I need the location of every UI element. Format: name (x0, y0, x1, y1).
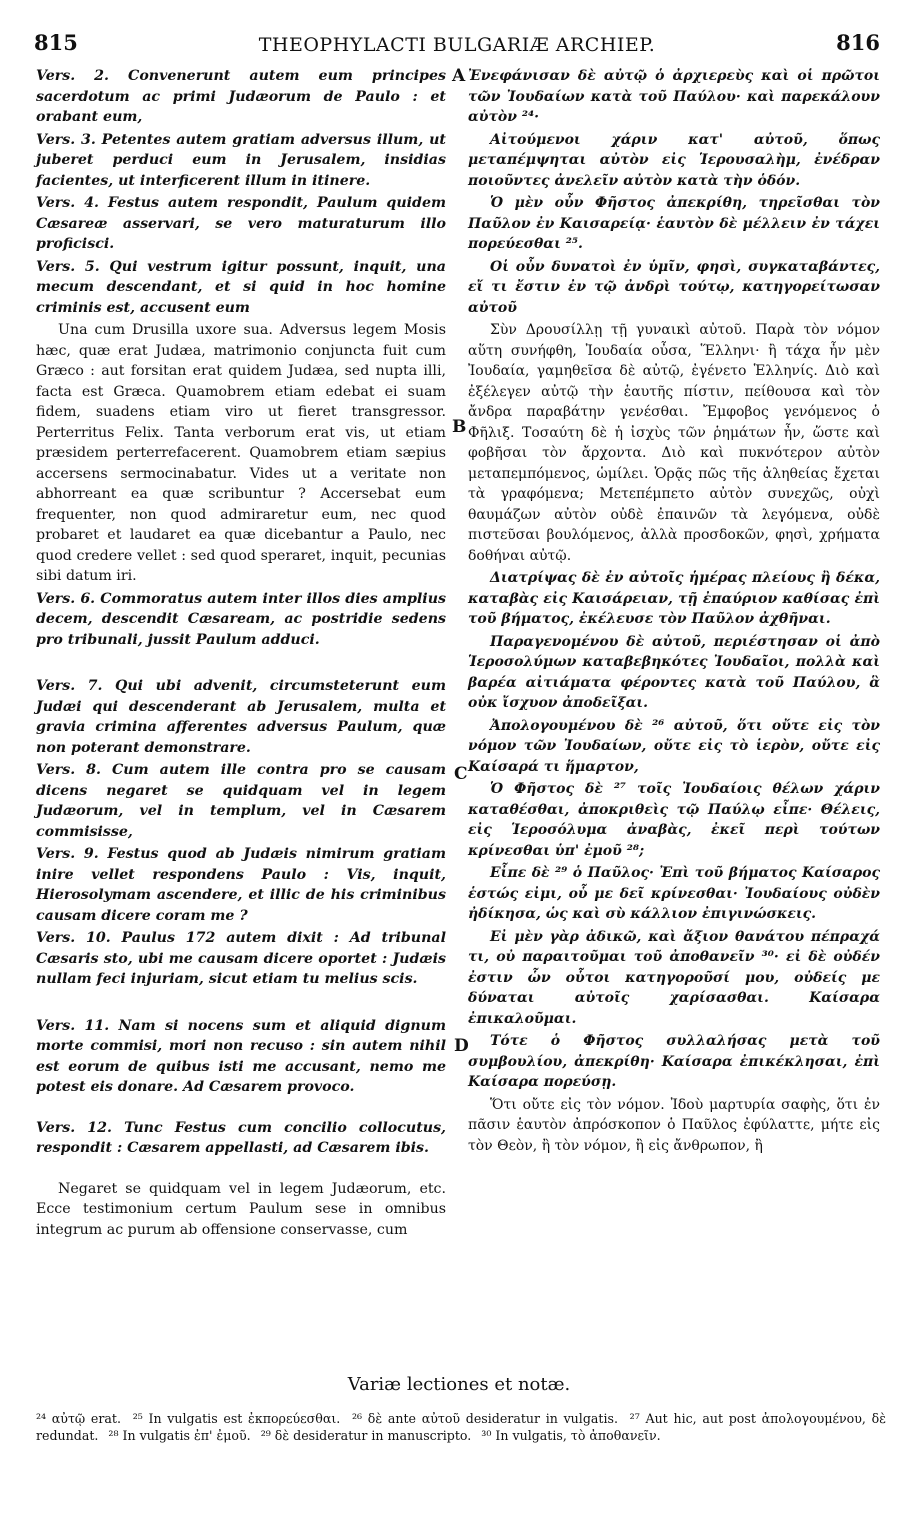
greek-column (468, 66, 880, 1158)
latin-verse-10: Vers. 10. Paulus 172 autem dixit : Ad tribunal Cæsaris sto, ubi me causam dicere oportet : Judæis nullam feci injuriam, sicut etiam tu melius scis. (36, 930, 446, 987)
column-marker-d: D (454, 1036, 469, 1056)
greek-verse-6: Διατρίψας δὲ ἐν αὐτοῖς ἡμέρας πλείους ἢ δέκα, καταβὰς εἰς Καισάρειαν, τῇ ἐπαύριον καθίσας ἐπὶ τοῦ βήματος, ἐκέλευσε τὸν Παῦλον ἀχθῆναι. (468, 570, 880, 627)
latin-column (36, 66, 446, 1242)
running-title: THEOPHYLACTI BULGARIÆ ARCHIEP. (258, 34, 656, 56)
footnote-25: ²⁵ In vulgatis est ἐκπορεύεσθαι. (132, 1411, 341, 1426)
page-header (34, 30, 880, 58)
greek-verse-8: Ἀπολογουμένου δὲ ²⁶ αὐτοῦ, ὅτι οὔτε εἰς τὸν νόμον τῶν Ἰουδαίων, οὔτε εἰς τὸ ἱερὸν, οὔτε εἰς Καίσαρά τι ἥμαρτον, (468, 717, 880, 775)
latin-verse-4: Vers. 4. Festus autem respondit, Paulum quidem Cæsareæ asservari, se vero maturaturum illo proficisci. (36, 195, 446, 252)
footnote-28: ²⁸ In vulgatis ἐπ' ἐμοῦ. (108, 1428, 251, 1443)
greek-verse-2: Ἐνεφάνισαν δὲ αὐτῷ ὁ ἀρχιερεὺς καὶ οἱ πρῶτοι τῶν Ἰουδαίων κατὰ τοῦ Παύλου· καὶ παρεκάλουν αὐτὸν ²⁴· (468, 68, 880, 125)
latin-verse-9: Vers. 9. Festus quod ab Judæis nimirum gratiam inire vellet respondens Paulo : Vis, inquit, Hierosolymam ascendere, et illic de his criminibus causam dicere coram me ? (36, 846, 446, 924)
page-number-left: 815 (34, 30, 78, 55)
page-number-right: 816 (836, 30, 880, 55)
greek-verse-5: Οἱ οὖν δυνατοὶ ἐν ὑμῖν, φησὶ, συγκαταβάντες, εἴ τι ἔστιν ἐν τῷ ἀνδρὶ τούτῳ, κατηγορείτωσαν αὐτοῦ (468, 258, 880, 316)
footnote-26: ²⁶ δὲ ante αὐτοῦ desideratur in vulgatis. (352, 1411, 618, 1426)
column-marker-c: C (454, 764, 468, 784)
column-marker-b: B (452, 417, 467, 437)
greek-verse-9: Ὁ Φῆστος δὲ ²⁷ τοῖς Ἰουδαίοις θέλων χάριν καταθέσθαι, ἀποκριθεὶς τῷ Παύλῳ εἶπε· Θέλεις, εἰς Ἱεροσόλυμα ἀναβὰς, ἐκεῖ περὶ τούτων κρίνεσθαι ὑπ' ἐμοῦ ²⁸; (468, 781, 880, 859)
latin-verse-2: Vers. 2. Convenerunt autem eum principes sacerdotum ac primi Judæorum de Paulo : et orabant eum, (36, 68, 446, 125)
footnote-30: ³⁰ In vulgatis, τὸ ἀποθανεῖν. (481, 1428, 661, 1443)
greek-commentary-oti: Ὅτι οὔτε εἰς τὸν νόμον. Ἰδοὺ μαρτυρία σαφὴς, ὅτι ἐν πᾶσιν ἑαυτὸν ἀπρόσκοπον ὁ Παῦλος ἐφύλαττε, μήτε εἰς τὸν Θεὸν, ἢ τὸν νόμον, ἢ εἰς ἄνθρωπον, ἢ (468, 1096, 880, 1154)
greek-verse-11: Εἰ μὲν γὰρ ἀδικῶ, καὶ ἄξιον θανάτου πέπραχά τι, οὐ παραιτοῦμαι τοῦ ἀποθανεῖν ³⁰· εἰ δὲ οὐδέν ἐστιν ὧν οὗτοι κατηγοροῦσί μου, οὐδείς με δύναται αὐτοῖς χαρίσασθαι. Καίσαρα ἐπικαλοῦμαι. (468, 928, 880, 1027)
footnote-29: ²⁹ δὲ desideratur in manuscripto. (260, 1428, 472, 1443)
column-marker-a: A (452, 66, 466, 86)
latin-verse-8: Vers. 8. Cum autem ille contra pro se causam dicens negaret se quidquam vel in legem Judæorum, vel in templum, vel in Cæsarem commisisse, (36, 762, 446, 840)
variae-lectiones-heading: Variæ lectiones et notæ. (347, 1374, 571, 1395)
greek-commentary-drusilla: Σὺν Δρουσίλλῃ τῇ γυναικὶ αὐτοῦ. Παρὰ τὸν νόμον αὕτη συνήφθη, Ἰουδαία οὖσα, Ἕλληνι· ἢ τάχα ἦν μὲν Ἰουδαία, γαμηθεῖσα δὲ αὐτῷ, ἐγένετο Ἑλληνίς. Διὸ καὶ ἐξέλεγεν αὐτῷ τὴν ἑαυτῆς πίστιν, πείθουσα καὶ τὸν ἄνδρα παραβάτην γενέσθαι. Ἔμφοβος γενόμενος ὁ Φῆλιξ. Τοσαύτη δὲ ἡ ἰσχὺς τῶν ῥημάτων ἦν, ὥστε καὶ φοβῆσαι τὸν ἄρχοντα. Διὸ καὶ πυκνότερον αὐτὸν μεταπεμπόμενος, ὡμίλει. Ὁρᾷς πῶς τῆς ἀληθείας ἔχεται τὰ γραφόμενα; Μετεπέμπετο αὐτὸν συνεχῶς, οὐχὶ θαυμάζων αὐτὸν οὐδὲ ἐπαινῶν τὰ λεγόμενα, οὐδὲ πιστεῦσαι βουλόμενος, ἀλλὰ προσδοκῶν, φησὶ, χρήματα δοθήναι αὐτῷ. (468, 322, 880, 564)
footnote-27: ²⁷ Aut hic, aut post ἀπολογουμένου, δὲ redundat. (36, 1411, 886, 1443)
greek-verse-12: Τότε ὁ Φῆστος συλλαλήσας μετὰ τοῦ συμβουλίου, ἀπεκρίθη· Καίσαρα ἐπικέκλησαι, ἐπὶ Καίσαρα πορεύσῃ. (468, 1033, 880, 1090)
latin-commentary-drusilla: Una cum Drusilla uxore sua. Adversus legem Mosis hæc, quæ erat Judæa, matrimonio conjuncta fuit cum Græco : aut forsitan erat quidem Judæa, sed nupta illi, facta est Græca. Quamobrem etiam edebat ei suam fidem, suadens etiam viro ut fieret transgressor. Perterritus Felix. Tanta verborum erat vis, ut etiam præsidem perterrefacerent. Quamobrem etiam sæpius accersens sermocinabatur. Vides ut a veritate non abhorreant ea quæ scribuntur ? Accersebat eum frequenter, non quod admiraretur eum, nec quod probaret et laudaret ea quæ dicebantur a Paulo, nec quod credere vellet : sed quod speraret, inquit, pecunias sibi datum iri. (36, 322, 446, 584)
latin-commentary-negaret: Negaret se quidquam vel in legem Judæorum, etc. Ecce testimonium certum Paulum sese in omnibus integrum ac purum ab offensione conservasse, cum (36, 1180, 446, 1238)
latin-verse-5: Vers. 5. Qui vestrum igitur possunt, inquit, una mecum descendant, et si quid in hoc homine criminis est, accusent eum (36, 258, 446, 316)
footnotes (36, 1410, 886, 1444)
greek-verse-3: Αἰτούμενοι χάριν κατ' αὐτοῦ, ὅπως μεταπέμψηται αὐτὸν εἰς Ἱερουσαλὴμ, ἐνέδραν ποιοῦντες ἀνελεῖν αὐτὸν κατὰ τὴν ὁδόν. (468, 131, 880, 189)
greek-verse-10: Εἶπε δὲ ²⁹ ὁ Παῦλος· Ἐπὶ τοῦ βήματος Καίσαρος ἑστώς εἰμι, οὗ με δεῖ κρίνεσθαι· Ἰουδαίους οὐδὲν ἠδίκησα, ὡς καὶ σὺ κάλλιον ἐπιγινώσκεις. (468, 865, 880, 922)
footnote-24: ²⁴ αὐτῷ erat. (36, 1411, 121, 1426)
latin-verse-6: Vers. 6. Commoratus autem inter illos dies amplius decem, descendit Cæsaream, ac postridie sedens pro tribunali, jussit Paulum adduci. (36, 590, 446, 648)
latin-verse-3: Vers. 3. Petentes autem gratiam adversus illum, ut juberet perduci eum in Jerusalem, insidias facientes, ut interficerent illum in itinere. (36, 131, 446, 189)
greek-verse-4: Ὁ μὲν οὖν Φῆστος ἀπεκρίθη, τηρεῖσθαι τὸν Παῦλον ἐν Καισαρείᾳ· ἑαυτὸν δὲ μέλλειν ἐν τάχει πορεύεσθαι ²⁵. (468, 195, 880, 252)
greek-verse-7: Παραγενομένου δὲ αὐτοῦ, περιέστησαν οἱ ἀπὸ Ἱεροσολύμων καταβεβηκότες Ἰουδαῖοι, πολλὰ καὶ βαρέα αἰτιάματα φέροντες κατὰ τοῦ Παύλου, ἃ οὐκ ἴσχυον ἀποδεῖξαι. (468, 633, 880, 711)
latin-verse-7: Vers. 7. Qui ubi advenit, circumsteterunt eum Judæi qui descenderant ab Jerusalem, multa et gravia crimina afferentes adversus Paulum, quæ non poterant demonstrare. (36, 678, 446, 756)
latin-verse-11: Vers. 11. Nam si nocens sum et aliquid dignum morte commisi, mori non recuso : sin autem nihil est eorum de quibus isti me accusant, nemo me potest eis donare. Ad Cæsarem provoco. (36, 1017, 446, 1095)
latin-verse-12: Vers. 12. Tunc Festus cum concilio collocutus, respondit : Cæsarem appellasti, ad Cæsarem ibis. (36, 1119, 446, 1156)
